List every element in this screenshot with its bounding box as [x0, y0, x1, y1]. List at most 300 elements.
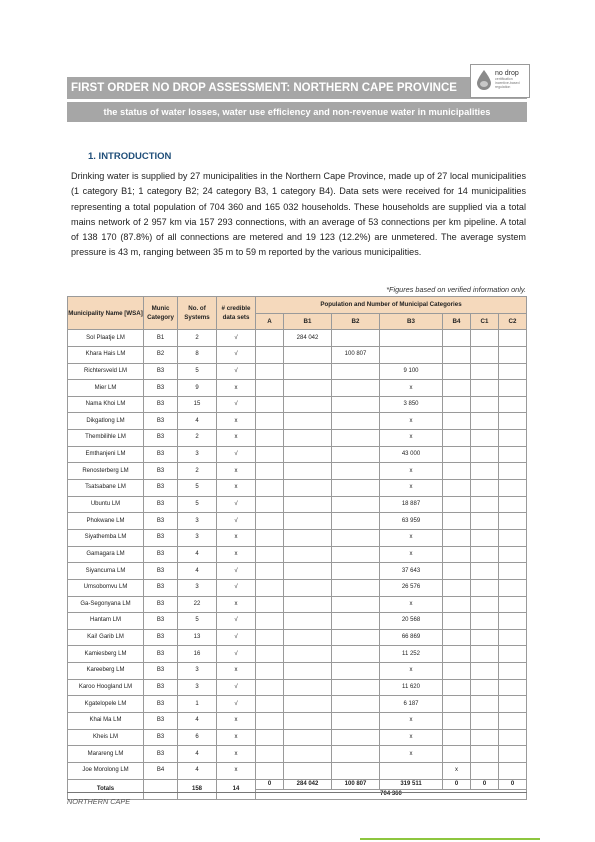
cell-c2: [499, 430, 527, 447]
cell-b2: [332, 663, 380, 680]
cell-category: B3: [144, 413, 178, 430]
cell-c1: [471, 762, 499, 779]
cell-municipality: Nama Khoi LM: [68, 396, 144, 413]
cell-municipality: Khara Hais LM: [68, 346, 144, 363]
cell-b4: [443, 546, 471, 563]
cell-credible: x: [217, 546, 256, 563]
cell-municipality: Karoo Hoogland LM: [68, 679, 144, 696]
cell-a: [256, 663, 284, 680]
cell-municipality: Tsatsabane LM: [68, 480, 144, 497]
header-cat-b1: B1: [284, 313, 332, 330]
cell-b2: [332, 679, 380, 696]
cell-c2: [499, 446, 527, 463]
cell-credible: √: [217, 346, 256, 363]
cell-b3: [380, 346, 443, 363]
cell-systems: 8: [178, 346, 217, 363]
cell-c1: [471, 579, 499, 596]
cell-category: B1: [144, 330, 178, 347]
cell-c2: [499, 596, 527, 613]
cell-b2: [332, 363, 380, 380]
total-c2: 0: [499, 779, 527, 789]
cell-category: B3: [144, 363, 178, 380]
cell-b4: [443, 696, 471, 713]
cell-systems: 16: [178, 646, 217, 663]
cell-b2: [332, 463, 380, 480]
cell-c1: [471, 413, 499, 430]
cell-c2: [499, 496, 527, 513]
cell-b4: [443, 396, 471, 413]
cell-b3: x: [380, 413, 443, 430]
cell-credible: x: [217, 529, 256, 546]
cell-c2: [499, 380, 527, 397]
cell-b4: [443, 596, 471, 613]
cell-category: B3: [144, 729, 178, 746]
cell-b2: 100 807: [332, 346, 380, 363]
cell-b3: [380, 762, 443, 779]
cell-a: [256, 363, 284, 380]
cell-c2: [499, 363, 527, 380]
cell-b4: x: [443, 762, 471, 779]
total-b3: 319 511: [380, 779, 443, 789]
totals-row: [68, 779, 527, 789]
cell-systems: 3: [178, 579, 217, 596]
cell-c2: [499, 463, 527, 480]
cell-category: B3: [144, 579, 178, 596]
cell-c1: [471, 480, 499, 497]
cell-category: B3: [144, 463, 178, 480]
cell-b2: [332, 696, 380, 713]
cell-systems: 5: [178, 496, 217, 513]
cell-c1: [471, 463, 499, 480]
cell-municipality: Joe Morolong LM: [68, 762, 144, 779]
cell-c2: [499, 613, 527, 630]
totals-category: [144, 779, 178, 799]
cell-c2: [499, 646, 527, 663]
cell-a: [256, 563, 284, 580]
table-row: [68, 713, 527, 730]
cell-b2: [332, 330, 380, 347]
report-title: FIRST ORDER NO DROP ASSESSMENT: NORTHERN CAPE PROVINCE: [71, 82, 457, 94]
header-municipality: Municipality Name [WSA]: [68, 297, 144, 330]
header-cat-b3: B3: [380, 313, 443, 330]
cell-municipality: Ubuntu LM: [68, 496, 144, 513]
cell-systems: 1: [178, 696, 217, 713]
cell-credible: x: [217, 713, 256, 730]
cell-b4: [443, 746, 471, 763]
table-row: [68, 513, 527, 530]
table-row: [68, 629, 527, 646]
cell-category: B3: [144, 746, 178, 763]
cell-category: B2: [144, 346, 178, 363]
cell-b1: [284, 513, 332, 530]
cell-c1: [471, 513, 499, 530]
cell-c2: [499, 679, 527, 696]
cell-municipality: Hantam LM: [68, 613, 144, 630]
table-row: [68, 696, 527, 713]
cell-b3: 63 959: [380, 513, 443, 530]
cell-systems: 5: [178, 480, 217, 497]
cell-a: [256, 446, 284, 463]
cell-c2: [499, 546, 527, 563]
cell-c1: [471, 646, 499, 663]
header-cat-b4: B4: [443, 313, 471, 330]
cell-systems: 15: [178, 396, 217, 413]
cell-c1: [471, 663, 499, 680]
cell-b2: [332, 596, 380, 613]
cell-b3: 11 620: [380, 679, 443, 696]
header-cat-a: A: [256, 313, 284, 330]
cell-credible: √: [217, 496, 256, 513]
cell-credible: x: [217, 463, 256, 480]
cell-b4: [443, 663, 471, 680]
table-row: [68, 529, 527, 546]
cell-credible: x: [217, 746, 256, 763]
cell-municipality: Gamagara LM: [68, 546, 144, 563]
cell-category: B3: [144, 563, 178, 580]
cell-b1: [284, 762, 332, 779]
cell-systems: 3: [178, 529, 217, 546]
cell-systems: 13: [178, 629, 217, 646]
footer-divider: [67, 792, 527, 793]
cell-municipality: Umsobomvu LM: [68, 579, 144, 596]
no-drop-logo: [470, 64, 530, 98]
cell-systems: 4: [178, 762, 217, 779]
cell-systems: 3: [178, 679, 217, 696]
total-b4: 0: [443, 779, 471, 789]
cell-systems: 3: [178, 513, 217, 530]
cell-b4: [443, 613, 471, 630]
cell-c1: [471, 746, 499, 763]
cell-municipality: Kamiesberg LM: [68, 646, 144, 663]
cell-b1: [284, 480, 332, 497]
cell-b1: [284, 546, 332, 563]
cell-b1: [284, 696, 332, 713]
cell-category: B3: [144, 596, 178, 613]
cell-c2: [499, 762, 527, 779]
cell-municipality: Dikgatlong LM: [68, 413, 144, 430]
cell-systems: 2: [178, 463, 217, 480]
cell-c2: [499, 480, 527, 497]
cell-credible: √: [217, 563, 256, 580]
cell-b4: [443, 463, 471, 480]
cell-a: [256, 579, 284, 596]
cell-c1: [471, 529, 499, 546]
cell-b3: x: [380, 746, 443, 763]
cell-b1: [284, 746, 332, 763]
cell-b4: [443, 496, 471, 513]
cell-c1: [471, 696, 499, 713]
cell-category: B3: [144, 513, 178, 530]
cell-a: [256, 346, 284, 363]
cell-b3: 20 568: [380, 613, 443, 630]
cell-b4: [443, 529, 471, 546]
cell-c2: [499, 629, 527, 646]
cell-a: [256, 396, 284, 413]
cell-c2: [499, 346, 527, 363]
cell-municipality: Ga-Segonyana LM: [68, 596, 144, 613]
cell-a: [256, 480, 284, 497]
cell-b4: [443, 629, 471, 646]
cell-c2: [499, 396, 527, 413]
cell-b4: [443, 579, 471, 596]
section-heading: 1. INTRODUCTION: [88, 151, 172, 162]
cell-municipality: Sol Plaatje LM: [68, 330, 144, 347]
cell-credible: √: [217, 363, 256, 380]
cell-municipality: Siyancuma LM: [68, 563, 144, 580]
cell-b1: [284, 579, 332, 596]
cell-c2: [499, 529, 527, 546]
totals-credible: 14: [217, 779, 256, 799]
cell-b2: [332, 396, 380, 413]
cell-b1: [284, 380, 332, 397]
cell-b2: [332, 513, 380, 530]
cell-b4: [443, 446, 471, 463]
cell-b1: [284, 346, 332, 363]
cell-b2: [332, 563, 380, 580]
cell-b3: 37 643: [380, 563, 443, 580]
cell-credible: x: [217, 480, 256, 497]
cell-b1: [284, 729, 332, 746]
cell-c2: [499, 729, 527, 746]
cell-b3: 43 000: [380, 446, 443, 463]
cell-c2: [499, 563, 527, 580]
cell-b3: x: [380, 713, 443, 730]
cell-b2: [332, 413, 380, 430]
cell-b1: [284, 396, 332, 413]
cell-a: [256, 629, 284, 646]
cell-a: [256, 646, 284, 663]
cell-c2: [499, 513, 527, 530]
cell-municipality: Siyathemba LM: [68, 529, 144, 546]
table-row: [68, 762, 527, 779]
cell-b4: [443, 513, 471, 530]
cell-b2: [332, 579, 380, 596]
cell-b4: [443, 729, 471, 746]
cell-municipality: Renosterberg LM: [68, 463, 144, 480]
cell-systems: 4: [178, 713, 217, 730]
table-row: [68, 729, 527, 746]
cell-a: [256, 696, 284, 713]
table-row: [68, 663, 527, 680]
table-body: [68, 330, 527, 779]
header-systems: No. of Systems: [178, 297, 217, 330]
cell-category: B3: [144, 396, 178, 413]
total-a: 0: [256, 779, 284, 789]
cell-c1: [471, 430, 499, 447]
table-row: [68, 563, 527, 580]
cell-c1: [471, 346, 499, 363]
cell-category: B4: [144, 762, 178, 779]
cell-municipality: Phokwane LM: [68, 513, 144, 530]
table-row: [68, 380, 527, 397]
cell-systems: 2: [178, 430, 217, 447]
cell-municipality: Khai Ma LM: [68, 713, 144, 730]
table-row: [68, 396, 527, 413]
cell-b4: [443, 346, 471, 363]
cell-a: [256, 596, 284, 613]
cell-municipality: Kareeberg LM: [68, 663, 144, 680]
cell-b1: [284, 563, 332, 580]
cell-b3: 26 576: [380, 579, 443, 596]
cell-b2: [332, 496, 380, 513]
cell-c2: [499, 413, 527, 430]
table-row: [68, 613, 527, 630]
cell-systems: 5: [178, 363, 217, 380]
cell-a: [256, 529, 284, 546]
cell-c2: [499, 713, 527, 730]
cell-b1: [284, 430, 332, 447]
table-row: [68, 679, 527, 696]
cell-b2: [332, 646, 380, 663]
cell-credible: √: [217, 679, 256, 696]
logo-text: no drop: [495, 70, 519, 77]
cell-b3: 66 869: [380, 629, 443, 646]
cell-b3: x: [380, 596, 443, 613]
cell-systems: 3: [178, 446, 217, 463]
cell-systems: 5: [178, 613, 217, 630]
cell-c1: [471, 713, 499, 730]
header-credible: # credible data sets: [217, 297, 256, 330]
cell-municipality: Mier LM: [68, 380, 144, 397]
header-category: Munic Category: [144, 297, 178, 330]
cell-credible: √: [217, 646, 256, 663]
cell-c2: [499, 663, 527, 680]
cell-b1: 284 042: [284, 330, 332, 347]
cell-a: [256, 729, 284, 746]
cell-c1: [471, 396, 499, 413]
cell-b1: [284, 679, 332, 696]
cell-category: B3: [144, 613, 178, 630]
table-row: [68, 480, 527, 497]
total-b2: 100 807: [332, 779, 380, 789]
cell-b4: [443, 413, 471, 430]
cell-b1: [284, 613, 332, 630]
cell-municipality: Richtersveld LM: [68, 363, 144, 380]
cell-b4: [443, 430, 471, 447]
cell-c1: [471, 563, 499, 580]
cell-category: B3: [144, 679, 178, 696]
cell-b4: [443, 646, 471, 663]
cell-b4: [443, 679, 471, 696]
cell-category: B3: [144, 380, 178, 397]
cell-systems: 4: [178, 563, 217, 580]
cell-systems: 22: [178, 596, 217, 613]
cell-b2: [332, 546, 380, 563]
cell-credible: √: [217, 330, 256, 347]
cell-category: B3: [144, 496, 178, 513]
cell-credible: x: [217, 762, 256, 779]
grand-total: 704 360: [256, 789, 527, 799]
table-row: [68, 463, 527, 480]
cell-b1: [284, 463, 332, 480]
total-b1: 284 042: [284, 779, 332, 789]
cell-a: [256, 496, 284, 513]
cell-b3: x: [380, 430, 443, 447]
cell-b1: [284, 529, 332, 546]
cell-credible: x: [217, 413, 256, 430]
logo-subtext: certification incentive-based regulation: [495, 77, 520, 89]
cell-b2: [332, 529, 380, 546]
cell-systems: 4: [178, 546, 217, 563]
cell-municipality: Thembilihle LM: [68, 430, 144, 447]
cell-b2: [332, 729, 380, 746]
report-subtitle: the status of water losses, water use efficiency and non-revenue water in municipalities: [103, 107, 491, 117]
cell-a: [256, 613, 284, 630]
cell-b1: [284, 363, 332, 380]
cell-c1: [471, 679, 499, 696]
cell-category: B3: [144, 529, 178, 546]
cell-a: [256, 413, 284, 430]
table-row: [68, 496, 527, 513]
header-cat-c1: C1: [471, 313, 499, 330]
cell-b4: [443, 563, 471, 580]
water-drop-icon: [476, 69, 492, 91]
cell-b4: [443, 480, 471, 497]
cell-category: B3: [144, 713, 178, 730]
cell-b1: [284, 413, 332, 430]
cell-a: [256, 746, 284, 763]
cell-b3: x: [380, 463, 443, 480]
cell-c1: [471, 446, 499, 463]
cell-credible: √: [217, 629, 256, 646]
cell-b2: [332, 380, 380, 397]
cell-b1: [284, 646, 332, 663]
cell-c1: [471, 380, 499, 397]
cell-b2: [332, 480, 380, 497]
table-row: [68, 363, 527, 380]
cell-c2: [499, 696, 527, 713]
cell-c2: [499, 330, 527, 347]
table-row: [68, 546, 527, 563]
cell-municipality: Kai! Garib LM: [68, 629, 144, 646]
cell-a: [256, 679, 284, 696]
accent-line: [360, 838, 540, 840]
cell-a: [256, 463, 284, 480]
table-row: [68, 446, 527, 463]
cell-a: [256, 513, 284, 530]
cell-credible: √: [217, 696, 256, 713]
totals-label: Totals: [68, 779, 144, 799]
cell-b1: [284, 629, 332, 646]
cell-systems: 6: [178, 729, 217, 746]
cell-systems: 3: [178, 663, 217, 680]
cell-credible: x: [217, 596, 256, 613]
cell-a: [256, 713, 284, 730]
cell-a: [256, 546, 284, 563]
cell-b3: 6 187: [380, 696, 443, 713]
cell-b4: [443, 363, 471, 380]
cell-credible: x: [217, 663, 256, 680]
cell-b2: [332, 746, 380, 763]
cell-municipality: Emthanjeni LM: [68, 446, 144, 463]
cell-c1: [471, 363, 499, 380]
cell-b3: 3 850: [380, 396, 443, 413]
intro-paragraph: Drinking water is supplied by 27 municipalities in the Northern Cape Province, made up of 27 local municipalities (1 category B1; 1 category B2; 24 category B3, 1 category B4). Data sets were received for 14 municipalities representing a total population of 704 360 and 165 032 households. These households are supplied via a total mains network of 2 957 km via 157 293 connections, with an average of 53 connections per km pipeline. A total of 138 170 (87.8%) of all connections are metered and 19 123 (12.2%) are unmetered. The average system pressure is 43 m, ranging between 35 m to 59 m reported by the various municipalities.: [71, 171, 526, 258]
cell-b4: [443, 330, 471, 347]
cell-b1: [284, 446, 332, 463]
cell-a: [256, 380, 284, 397]
cell-b1: [284, 663, 332, 680]
table-row: [68, 596, 527, 613]
cell-credible: √: [217, 579, 256, 596]
cell-systems: 2: [178, 330, 217, 347]
cell-b2: [332, 430, 380, 447]
cell-a: [256, 430, 284, 447]
cell-c2: [499, 579, 527, 596]
cell-b3: [380, 330, 443, 347]
cell-credible: √: [217, 513, 256, 530]
cell-b3: x: [380, 546, 443, 563]
